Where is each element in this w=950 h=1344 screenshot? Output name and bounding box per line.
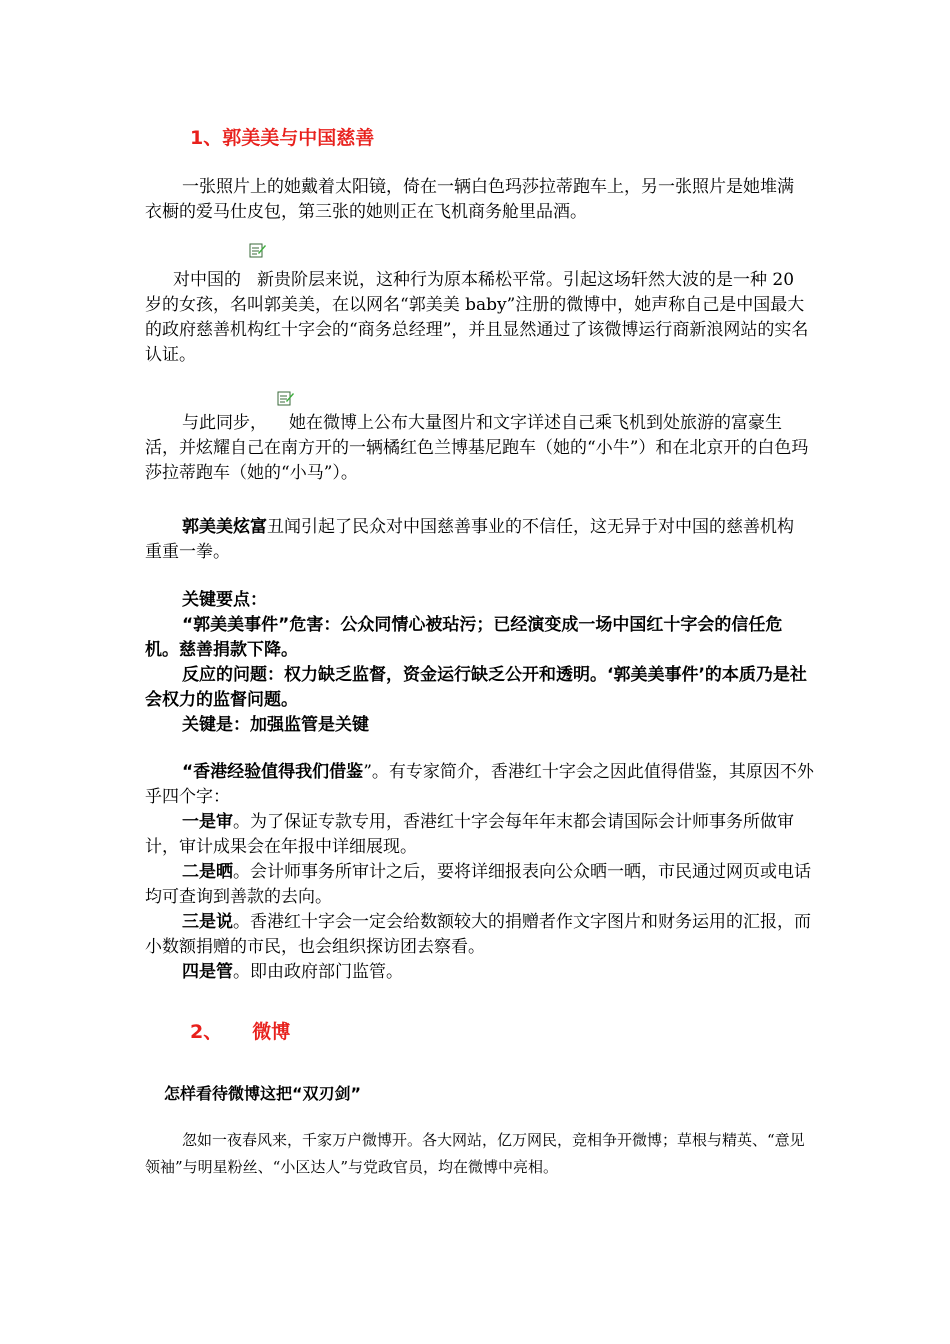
section2-heading-text: 微博 (252, 1021, 291, 1043)
para3-body: 她在微博上公布大量图片和文字详述自己乘飞机到处旅游的富豪生活，并炫耀自己在南方开的一辆橘红色兰博基尼跑车（她的“小牛”）和在北京开的白色玛莎拉蒂跑车（她的“小马”）。 (145, 413, 809, 483)
key-point-2: 反应的问题：权力缺乏监督，资金运行缺乏公开和透明。‘郭美美事件’的本质乃是社会权力的监督问题。 (145, 665, 807, 710)
section2-subheading: 怎样看待微博这把“双刃剑” (164, 1084, 362, 1103)
hk-item-2-bold: 二是晒 (182, 862, 233, 882)
section1-heading: 1、郭美美与中国慈善 (190, 127, 375, 149)
hk-intro (145, 760, 817, 810)
edit-note-icon (249, 242, 267, 258)
edit-note-icon (277, 390, 295, 406)
hk-bold: “香港经验值得我们借鉴 (182, 762, 364, 782)
hk-item-4-bold: 四是管 (182, 962, 233, 982)
hk-section (145, 760, 817, 985)
para2-body: 新贵阶层来说，这种行为原本稀松平常。引起这场轩然大波的是一种 20 岁的女孩，名叫郭美美，在以网名“郭美美 baby”注册的微博中，她声称自己是中国最大的政府慈善机构红十字会的“商务总经理”，并且显然通过了该微博运行商新浪网站的实名认证。 (145, 270, 809, 365)
section1-para3 (145, 411, 810, 486)
hk-item-4-text: 。即由政府部门监管。 (233, 962, 403, 982)
para4-bold: 郭美美炫富 (182, 517, 267, 537)
hk-item-3-bold: 三是说 (182, 912, 233, 932)
para2-lead: 对中国的 (173, 270, 241, 290)
hk-rest: ”。有专家简介，香港红十字会之因此值得借鉴，其原因不外乎四个字： (145, 762, 814, 807)
hk-item-1-bold: 一是审 (182, 812, 233, 832)
hk-item-3-text: 。香港红十字会一定会给数额较大的捐赠者作文字图片和财务运用的汇报，而小数额捐赠的市民，也会组织探访团去察看。 (145, 912, 811, 957)
hk-item-1-text: 。为了保证专款专用，香港红十字会每年年末都会请国际会计师事务所做审计，审计成果会在年报中详细展现。 (145, 812, 794, 857)
key-points (145, 588, 810, 738)
hk-item-2 (145, 860, 817, 910)
section2-para1: 忽如一夜春风来，千家万户微博开。各大网站，亿万网民，竞相争开微博；草根与精英、“意见领袖”与明星粉丝、“小区达人”与党政官员，均在微博中亮相。 (145, 1131, 805, 1176)
key-point-1: “郭美美事件”危害：公众同情心被玷污；已经演变成一场中国红十字会的信任危机。慈善捐款下降。 (145, 615, 783, 660)
para4-rest: 丑闻引起了民众对中国慈善事业的不信任，这无异于对中国的慈善机构重重一拳。 (145, 517, 794, 562)
hk-item-3 (145, 910, 817, 960)
section1-para2 (145, 268, 810, 368)
section2-heading (190, 1020, 855, 1045)
para3-lead: 与此同步， (182, 413, 267, 433)
hk-item-1 (145, 810, 817, 860)
hk-item-2-text: 。会计师事务所审计之后，要将详细报表向公众晒一晒，市民通过网页或电话均可查询到善款的去向。 (145, 862, 811, 907)
section1-para1: 一张照片上的她戴着太阳镜，倚在一辆白色玛莎拉蒂跑车上，另一张照片是她堆满衣橱的爱马仕皮包，第三张的她则正在飞机商务舱里品酒。 (145, 177, 794, 222)
hk-item-4 (145, 960, 817, 985)
section1-para4 (145, 515, 810, 565)
section2-heading-num: 2、 (190, 1021, 223, 1043)
key-title: 关键要点： (182, 590, 267, 610)
key-point-3: 关键是：加强监管是关键 (182, 715, 369, 735)
